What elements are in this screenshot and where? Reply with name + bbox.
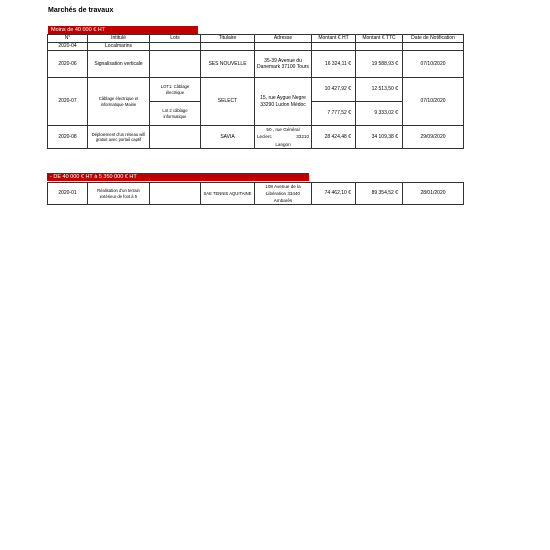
marches-table-section1: [47, 34, 464, 149]
adresse-line: Leclerc: [257, 134, 272, 139]
cell-lot-1: LOT1: Câblage électrique: [150, 78, 201, 102]
cell-date: 29/09/2020: [403, 126, 464, 149]
header-adresse: Adresse: [255, 35, 312, 43]
cell-intitule: Signalisation verticale: [88, 51, 150, 78]
cell-montant-ttc: 19 588,93 €: [356, 51, 403, 78]
cell-adresse: [255, 126, 312, 149]
cell-montant-ttc: 89 354,52 €: [356, 183, 403, 205]
cell-adresse: 15, rue Aygue Negre 33290 Ludon Médoc: [255, 78, 312, 126]
adresse-line: 108 Avenue de la: [265, 184, 301, 189]
adresse-line: 50 , rue Général: [266, 127, 300, 132]
adresse-line: 33210: [296, 134, 309, 139]
cell-montant-ttc: 34 109,38 €: [356, 126, 403, 149]
adresse-line: Libération 33440: [265, 191, 301, 196]
cell-titulaire: SELECT: [201, 78, 255, 126]
table-header-row: [48, 35, 464, 43]
table-row: [48, 78, 464, 102]
cell-montant-ht: 7 777,52 €: [312, 102, 356, 126]
cell-adresse: 35-39 Avenue du Danemark 37100 Tours: [255, 51, 312, 78]
cell-date: 07/10/2020: [403, 51, 464, 78]
table-row: [48, 126, 464, 149]
cell-numero: 2020-04: [48, 43, 88, 51]
cell-numero: 2020-08: [48, 126, 88, 149]
cell-montant-ht: 28 424,48 €: [312, 126, 356, 149]
header-montant-ht: Montant € HT: [312, 35, 356, 43]
table-row: [48, 51, 464, 78]
adresse-line: Ambarès: [273, 198, 293, 203]
header-titulaire: Titulaire: [201, 35, 255, 43]
cell-numero: 2020-06: [48, 51, 88, 78]
marches-table-section2: [47, 182, 464, 205]
cell-intitule: Réalisation d'un terrain extérieur de foot à 5: [88, 183, 150, 205]
section-band-moins-40000: [48, 26, 198, 34]
table-row: [48, 183, 464, 205]
cell-montant-ttc: 9 333,02 €: [356, 102, 403, 126]
cell-intitule: Déploiement d'un réseau wifi gratuit avec portail captif: [88, 126, 150, 149]
cell-date: 28/01/2020: [403, 183, 464, 205]
header-numero: N°: [48, 35, 88, 43]
cell-date: 07/10/2020: [403, 78, 464, 126]
section-band-label: Moins de 40 000 € HT: [51, 27, 106, 33]
cell-montant-ttc: 12 513,50 €: [356, 78, 403, 102]
header-intitule: Intitulé: [88, 35, 150, 43]
cell-montant-ht: 16 324,11 €: [312, 51, 356, 78]
cell-intitule: Câblage électrique et informatique Mairie: [88, 78, 150, 126]
cell-titulaire: SAVIA: [201, 126, 255, 149]
header-date-notification: Date de Notification: [403, 35, 464, 43]
header-montant-ttc: Montant € TTC: [356, 35, 403, 43]
cell-numero: 2020-07: [48, 78, 88, 126]
cell-montant-ht: 74 462,10 €: [312, 183, 356, 205]
cell-numero: 2020-01: [48, 183, 88, 205]
cell-intitule: Localmarins: [88, 43, 150, 51]
adresse-line: Langon: [275, 142, 291, 147]
cell-montant-ht: 10 427,92 €: [312, 78, 356, 102]
section-band-label: - DE 40 000 € HT à 5 350 000 € HT: [50, 174, 137, 180]
header-lots: Lots: [150, 35, 201, 43]
table-row: [48, 43, 464, 51]
cell-adresse: [255, 183, 312, 205]
cell-lot-2: Lot 2 câblage informatique: [150, 102, 201, 126]
page-title: Marchés de travaux: [48, 7, 114, 14]
cell-titulaire: SES NOUVELLE: [201, 51, 255, 78]
section-band-40000-5350000: [47, 173, 309, 181]
cell-titulaire: SAE TENNIS AQUITAINE: [201, 183, 255, 205]
